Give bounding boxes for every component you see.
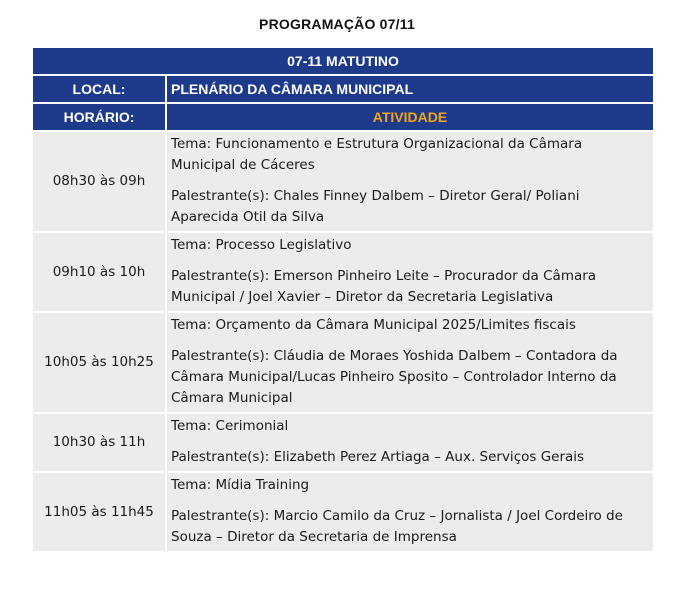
tema-text: Tema: Funcionamento e Estrutura Organizacional da Câmara Municipal de Cáceres [171, 136, 583, 173]
time-cell: 09h10 às 10h [33, 232, 166, 312]
local-value: PLENÁRIO DA CÂMARA MUNICIPAL [166, 75, 653, 103]
tema-text: Tema: Mídia Training [171, 477, 310, 493]
activity-cell [166, 472, 653, 551]
time-cell: 08h30 às 09h [33, 131, 166, 232]
speakers-text: Palestrante(s): Elizabeth Perez Artiaga – Aux. Serviços Gerais [171, 449, 585, 465]
time-cell: 11h05 às 11h45 [33, 472, 166, 551]
activity-cell [166, 131, 653, 232]
table-row [33, 312, 653, 413]
tema-text: Tema: Cerimonial [171, 418, 289, 434]
time-cell: 10h30 às 11h [33, 413, 166, 472]
local-label: LOCAL: [33, 75, 166, 103]
activity-cell [166, 312, 653, 413]
session-title: 07-11 MATUTINO [33, 48, 653, 75]
table-row [33, 232, 653, 312]
tema-text: Tema: Processo Legislativo [171, 237, 352, 253]
table-row [33, 413, 653, 472]
tema-text: Tema: Orçamento da Câmara Municipal 2025/Limites fiscais [171, 317, 576, 333]
schedule-table [33, 48, 653, 551]
speakers-text: Palestrante(s): Cláudia de Moraes Yoshida Dalbem – Contadora da Câmara Municipal/Lucas Pinheiro Sposito – Controlador Interno da Câmara Municipal [171, 348, 618, 406]
activity-cell [166, 413, 653, 472]
page-title: PROGRAMAÇÃO 07/11 [259, 16, 415, 32]
time-cell: 10h05 às 10h25 [33, 312, 166, 413]
table-row [33, 131, 653, 232]
table-row [33, 472, 653, 551]
atividade-header: ATIVIDADE [166, 103, 653, 131]
speakers-text: Palestrante(s): Marcio Camilo da Cruz – Jornalista / Joel Cordeiro de Souza – Diretor da Secretaria de Imprensa [171, 508, 623, 545]
horario-header: HORÁRIO: [33, 103, 166, 131]
column-header-row [33, 103, 653, 131]
activity-cell [166, 232, 653, 312]
session-header-row [33, 48, 653, 75]
speakers-text: Palestrante(s): Emerson Pinheiro Leite – Procurador da Câmara Municipal / Joel Xavier – Diretor da Secretaria Legislativa [171, 268, 597, 305]
local-row [33, 75, 653, 103]
speakers-text: Palestrante(s): Chales Finney Dalbem – Diretor Geral/ Poliani Aparecida Otil da Silva [171, 188, 580, 225]
